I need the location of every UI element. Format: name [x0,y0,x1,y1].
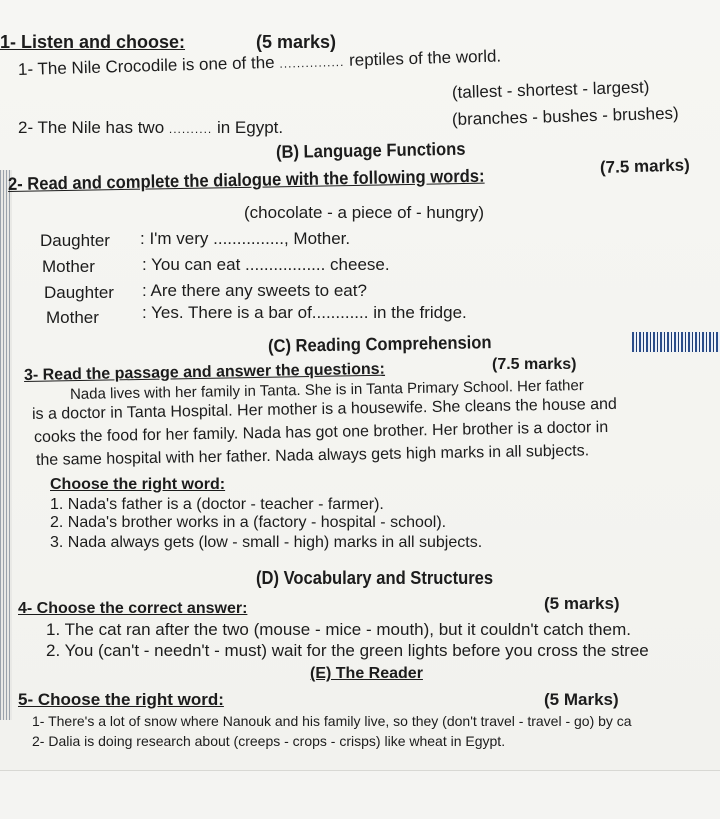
section-4-title: 4- Choose the correct answer: [18,600,248,617]
section-d-title [256,568,514,589]
section-1-title: 1- Listen and choose: [0,32,186,52]
passage-line-2: is a doctor in Tanta Hospital. Her mother is a housewife. She cleans the house and [31,395,617,423]
q1-blank: ............... [279,54,345,71]
barcode-strip [632,332,720,352]
section-d-title-text: (D) Vocabulary and Structures [256,568,494,588]
dialogue-line-2: : You can eat ................. cheese. [142,255,390,274]
reading-question-2: 2. Nada's brother works in a (factory - hospital - school). [50,514,447,531]
q2-text-b: in Egypt. [216,118,284,137]
section-3-title: 3- Read the passage and answer the questions: [23,360,386,384]
q1-text-a: 1- The Nile Crocodile is one of the [17,52,275,79]
section-5-marks: (5 Marks) [544,690,619,709]
dialogue-line-3: : Are there any sweets to eat? [142,281,367,300]
section-2-title-text: 2- Read and complete the dialogue with the following words: [7,165,485,194]
section-b-title-text: (B) Language Functions [275,138,466,162]
vocab-question-1: 1. The cat ran after the two (mouse - mice - mouth), but it couldn't catch them. [46,620,631,639]
passage-line-4: the same hospital with her father. Nada always gets high marks in all subjects. [35,442,590,469]
q1-options: (tallest - shortest - largest) [451,77,650,102]
dialogue-line-1: : I'm very ..............., Mother. [140,229,351,248]
dialogue-speaker-1: Daughter [40,231,110,250]
passage-line-1: Nada lives with her family in Tanta. She is in Tanta Primary School. Her father [69,377,584,403]
page-edge [0,770,720,771]
dialogue-speaker-2: Mother [42,257,95,276]
q2-line [18,118,283,138]
q2-blank: .......... [168,122,213,136]
dialogue-line-4: : Yes. There is a bar of............ in the fridge. [142,303,467,322]
q2-options: (branches - bushes - brushes) [451,103,679,129]
section-3-marks: (7.5 marks) [492,356,577,373]
dialogue-speaker-3: Daughter [44,283,114,302]
choose-right-word-title: Choose the right word: [50,476,226,493]
section-2-marks: (7.5 marks) [599,155,690,177]
section-b-title [276,138,482,163]
section-c-title [268,332,511,357]
section-c-title-text: (C) Reading Comprehension [267,332,492,356]
q1-text-b: reptiles of the world. [348,46,502,70]
reader-question-2: 2- Dalia is doing research about (creeps - crops - crisps) like wheat in Egypt. [32,733,506,749]
section-1-marks: (5 marks) [256,32,337,52]
reading-question-3: 3. Nada always gets (low - small - high) marks in all subjects. [50,534,483,551]
vocab-question-2: 2. You (can't - needn't - must) wait for the green lights before you cross the stree [46,641,649,660]
dialogue-words: (chocolate - a piece of - hungry) [244,203,485,222]
q2-text-a: 2- The Nile has two [18,118,165,137]
passage-line-3: cooks the food for her family. Nada has got one brother. Her brother is a doctor in [33,418,609,446]
reader-question-1: 1- There's a lot of snow where Nanouk and his family live, so they (don't travel - travel - go) by ca [32,713,632,729]
dialogue-speaker-4: Mother [46,308,99,327]
binding-stripes [0,170,12,720]
reading-question-1: 1. Nada's father is a (doctor - teacher - farmer). [50,496,384,513]
section-5-title: 5- Choose the right word: [18,690,224,709]
section-4-marks: (5 marks) [544,594,620,613]
section-e-title: (E) The Reader [310,665,423,682]
